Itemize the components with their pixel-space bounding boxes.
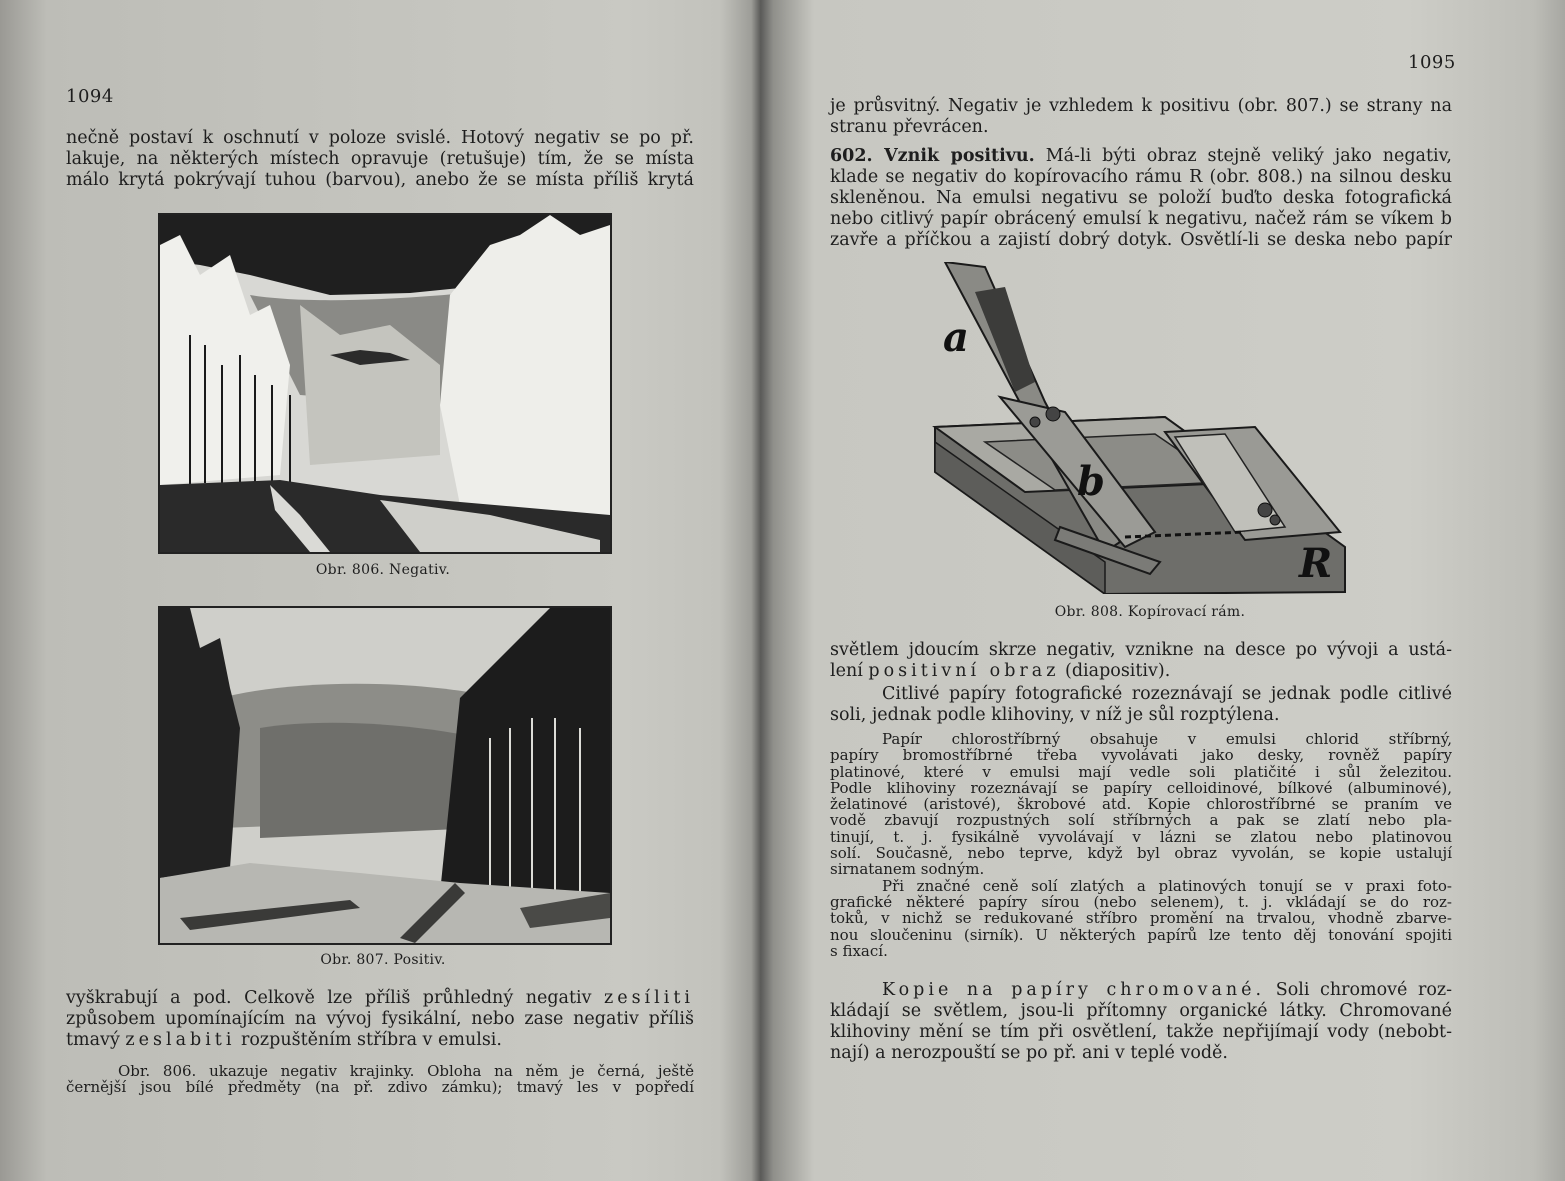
figure-808-printing-frame (925, 262, 1355, 594)
spaced-term-zeslabiti: zeslabiti (125, 1030, 236, 1050)
right-small-line: želatinové (aristové), škrobové atd. Kopie chlorostříbrné se praním ve (830, 795, 1452, 814)
right-small-paragraph (830, 731, 1452, 959)
right-small-line: tinují, t. j. fysikálně vyvolávají v lázni se zlatou nebo platinovou (830, 827, 1452, 846)
figure-807-caption: Obr. 807. Positiv. (320, 952, 446, 968)
right-page-number: 1095 (1408, 52, 1456, 73)
right-small-line: Papír chlorostříbrný obsahuje v emulsi chlorid stříbrný, (882, 730, 1452, 748)
right-after-figure-line: lení positivní obraz (diapositiv). (830, 661, 1171, 681)
figure-label-r: R (1299, 540, 1333, 587)
kopie-chromovane-line: nají) a nerozpouští se po př. ani v teplé vodě. (830, 1043, 1228, 1063)
section-602-line: zavře a příčkou a zajistí dobrý dotyk. Osvětlí-li se deska nebo papír (830, 230, 1452, 250)
figure-808-caption: Obr. 808. Kopírovací rám. (1054, 604, 1246, 620)
section-602-line: nebo citlivý papír obrácený emulsí k negativu, načež rám se víkem b (830, 209, 1452, 229)
left-bottom-paragraph (66, 988, 694, 1051)
right-small-line: papíry bromostříbrné třeba vyvolávati jako desky, rovněž papíry (830, 746, 1452, 765)
left-bottom-line: způsobem upomínajícím na vývoj fysikální, nebo zase negativ příliš (66, 1009, 694, 1029)
right-top-line: je průsvitný. Negativ je vzhledem k positivu (obr. 807.) se strany na (830, 96, 1452, 116)
spaced-term-positivni-obraz: positivní obraz (868, 661, 1060, 681)
kopie-chromovane-paragraph (830, 980, 1452, 1064)
right-after-figure-line: světlem jdoucím skrze negativ, vznikne na desce po vývoji a ustá- (830, 640, 1452, 660)
left-bottom-line: tmavý zeslabiti rozpuštěním stříbra v emulsi. (66, 1030, 502, 1050)
kopie-chromovane-line: klihoviny mění se tím při osvětlení, takže nepřijímají vody (nebobt- (830, 1022, 1452, 1042)
right-small-line: s fixací. (830, 941, 888, 960)
figure-806-negative-photo (158, 213, 612, 554)
left-top-paragraph (66, 128, 694, 191)
figure-806-caption: Obr. 806. Negativ. (315, 562, 451, 578)
right-small-line: toků, v nichž se redukované stříbro promění na trvalou, vhodně zbarve- (830, 909, 1452, 928)
right-small-line: platinové, které v emulsi mají vedle soli platičité i sůl železitou. (830, 762, 1452, 781)
right-small-line: grafické některé papíry sírou (nebo selenem), t. j. vkládají se do roz- (830, 892, 1452, 911)
citlive-papiry-line: soli, jednak podle klihoviny, v níž je sůl rozptýlena. (830, 705, 1280, 725)
figure-807-positive-photo (158, 606, 612, 945)
left-bottom-line: vyškrabují a pod. Celkově lze příliš průhledný negativ zesíliti (66, 988, 694, 1008)
left-top-line: lakuje, na některých místech opravuje (retušuje) tím, že se místa (66, 149, 694, 169)
left-small-paragraph (66, 1063, 694, 1096)
printing-frame-drawing (925, 262, 1355, 594)
right-after-figure-paragraph (830, 640, 1452, 682)
right-small-line: solí. Současně, nebo teprve, když byl obraz vyvolán, se kopie ustalují (830, 844, 1452, 863)
figure-label-b: b (1077, 458, 1105, 505)
kopie-chromovane-line: kládají se světlem, jsou-li přítomny organické látky. Chromované (830, 1001, 1452, 1021)
spaced-term-kopie-chromovane: Kopie na papíry chromované. (882, 980, 1266, 1000)
negative-landscape-image (160, 215, 610, 552)
left-top-line: málo krytá pokrývají tuhou (barvou), anebo že se místa příliš krytá (66, 170, 694, 190)
figure-label-a: a (943, 314, 969, 361)
section-602-line: klade se negativ do kopírovacího rámu R (obr. 808.) na silnou desku (830, 167, 1452, 187)
right-top-line: stranu převrácen. (830, 117, 989, 137)
section-602-paragraph (830, 146, 1452, 251)
right-small-line: nou sloučeninu (sirník). U některých papírů lze tento děj tonování spojiti (830, 925, 1452, 944)
section-602-line: 602. Vznik positivu. Má-li býti obraz stejně veliký jako negativ, (830, 146, 1452, 166)
spaced-term-zesiliti: zesíliti (604, 988, 694, 1008)
left-page-number: 1094 (66, 86, 114, 107)
left-top-line: nečně postaví k oschnutí v poloze svislé. Hotový negativ se po př. (66, 128, 694, 148)
right-small-line: sirnatanem sodným. (830, 860, 985, 879)
positive-landscape-image (160, 608, 610, 943)
right-top-paragraph (830, 96, 1452, 138)
citlive-papiry-paragraph (830, 684, 1452, 726)
right-small-line: Podle klihoviny rozeznávají se papíry celloidinové, bílkové (albuminové), (830, 778, 1452, 797)
kopie-chromovane-line: Kopie na papíry chromované. Soli chromové roz- (882, 980, 1452, 1000)
section-602-line: skleněnou. Na emulsi negativu se položí buďto deska fotografická (830, 188, 1452, 208)
right-small-line: Při značné ceně solí zlatých a platinových tonují se v praxi foto- (882, 876, 1452, 895)
citlive-papiry-line: Citlivé papíry fotografické rozeznávají se jednak podle citlivé (882, 684, 1452, 704)
right-small-line: vodě zbavují rozpustných solí stříbrných a pak se zlatí nebo pla- (830, 811, 1452, 830)
section-602-title: 602. Vznik positivu. (830, 146, 1035, 166)
left-small-line: Obr. 806. ukazuje negativ krajinky. Obloha na něm je černá, ještě (118, 1062, 694, 1080)
left-small-line: černější jsou bílé předměty (na př. zdivo zámku); tmavý les v popředí (66, 1078, 694, 1097)
